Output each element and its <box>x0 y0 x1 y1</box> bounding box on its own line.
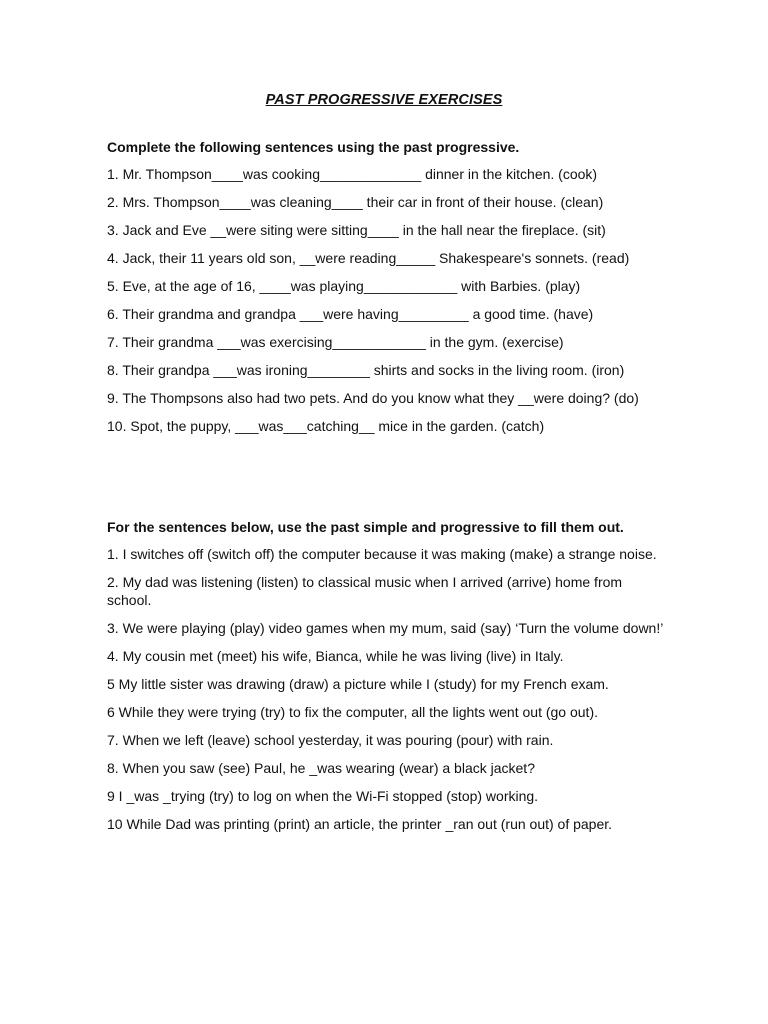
exercise-2-item-9: 9 I _was _trying (try) to log on when the Wi-Fi stopped (stop) working. <box>107 788 539 804</box>
exercise-2-item-6: 6 While they were trying (try) to fix the computer, all the lights went out (go out). <box>107 704 598 720</box>
exercise-2-item-5: 5 My little sister was drawing (draw) a picture while I (study) for my French exam. <box>107 676 609 692</box>
exercise-section-2 <box>107 518 667 843</box>
exercise-1-item-5: 5. Eve, at the age of 16, ____was playing____________ with Barbies. (play) <box>107 278 581 294</box>
exercise-section-1 <box>107 138 667 445</box>
exercise-2-item-10: 10 While Dad was printing (print) an article, the printer _ran out (run out) of paper. <box>107 816 613 832</box>
section-2-heading: For the sentences below, use the past simple and progressive to fill them out. <box>107 519 624 535</box>
exercise-2-item-3: 3. We were playing (play) video games when my mum, said (say) ‘Turn the volume down!’ <box>107 620 664 636</box>
exercise-1-item-8: 8. Their grandpa ___was ironing________ shirts and socks in the living room. (iron) <box>107 362 625 378</box>
exercise-2-item-4: 4. My cousin met (meet) his wife, Bianca, while he was living (live) in Italy. <box>107 648 564 664</box>
exercise-2-item-2: 2. My dad was listening (listen) to classical music when I arrived (arrive) home from school. <box>107 574 623 608</box>
exercise-2-item-7: 7. When we left (leave) school yesterday, it was pouring (pour) with rain. <box>107 732 554 748</box>
exercise-2-item-1: 1. I switches off (switch off) the computer because it was making (make) a strange noise. <box>107 546 657 562</box>
exercise-1-item-4: 4. Jack, their 11 years old son, __were reading_____ Shakespeare's sonnets. (read) <box>107 250 630 266</box>
page-title: PAST PROGRESSIVE EXERCISES <box>265 92 503 108</box>
exercise-1-item-2: 2. Mrs. Thompson____was cleaning____ their car in front of their house. (clean) <box>107 194 604 210</box>
exercise-1-item-7: 7. Their grandma ___was exercising____________ in the gym. (exercise) <box>107 334 564 350</box>
section-1-heading: Complete the following sentences using the past progressive. <box>107 139 520 155</box>
exercise-1-item-6: 6. Their grandma and grandpa ___were having_________ a good time. (have) <box>107 306 594 322</box>
exercise-2-item-8: 8. When you saw (see) Paul, he _was wearing (wear) a black jacket? <box>107 760 535 776</box>
exercise-1-item-10: 10. Spot, the puppy, ___was___catching__ mice in the garden. (catch) <box>107 418 545 434</box>
exercise-1-item-9: 9. The Thompsons also had two pets. And do you know what they __were doing? (do) <box>107 390 639 406</box>
exercise-1-item-1: 1. Mr. Thompson____was cooking_____________ dinner in the kitchen. (cook) <box>107 166 598 182</box>
exercise-1-item-3: 3. Jack and Eve __were siting were sitting____ in the hall near the fireplace. (sit) <box>107 222 606 238</box>
